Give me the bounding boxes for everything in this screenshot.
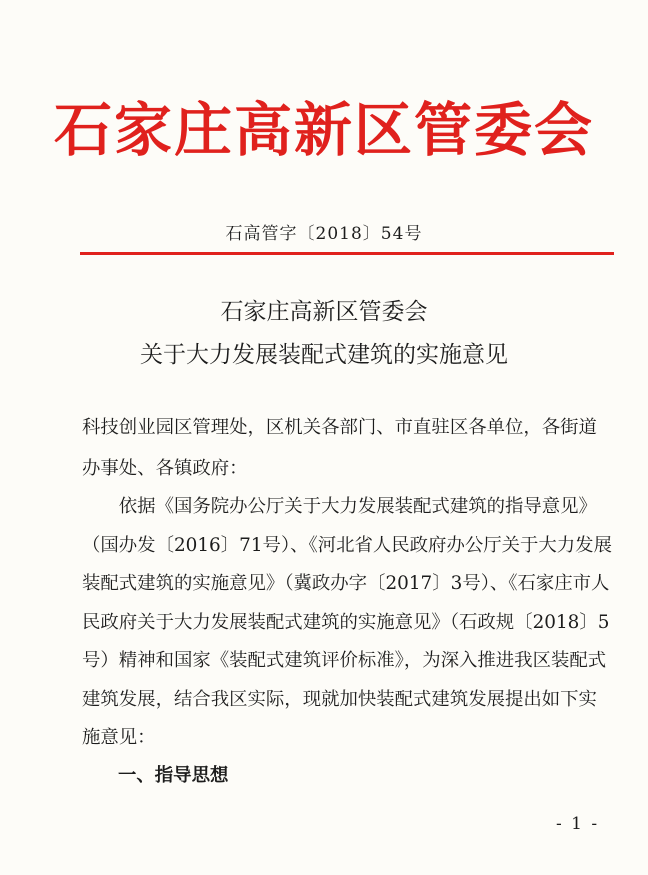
body-line: 装配式建筑的实施意见》（冀政办字〔2017〕3号）、《石家庄市人 xyxy=(82,573,610,594)
body-line: （国办发〔2016〕71号）、《河北省人民政府办公厅关于大力发展 xyxy=(82,535,612,556)
red-divider-line xyxy=(80,252,614,255)
document-title-line-1: 石家庄高新区管委会 xyxy=(220,299,428,325)
page-number: - 1 - xyxy=(556,814,600,834)
document-title-line-2: 关于大力发展装配式建筑的实施意见 xyxy=(140,342,508,368)
body-line: 科技创业园区管理处，区机关各部门、市直驻区各单位，各街道 xyxy=(82,417,597,438)
body-line: 号）精神和国家《装配式建筑评价标准》，为深入推进我区装配式 xyxy=(82,650,607,671)
body-line: 民政府关于大力发展装配式建筑的实施意见》（石政规〔2018〕5 xyxy=(82,612,610,633)
body-line: 建筑发展，结合我区实际，现就加快装配式建筑发展提出如下实 xyxy=(82,689,597,710)
document-number: 石高管字〔2018〕54号 xyxy=(225,224,423,244)
masthead-title: 石家庄高新区管委会 xyxy=(53,96,594,164)
body-line: 办事处、各镇政府： xyxy=(82,458,248,479)
body-line: 施意见： xyxy=(82,727,156,748)
section-heading: 一、指导思想 xyxy=(118,765,229,786)
body-line: 依据《国务院办公厅关于大力发展装配式建筑的指导意见》 xyxy=(82,496,597,517)
